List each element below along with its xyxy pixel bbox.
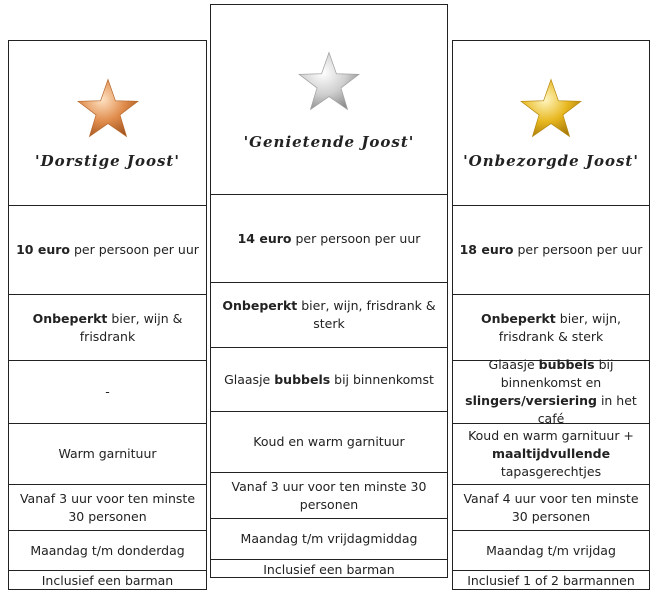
package-title: 'Genietende Joost'	[243, 132, 415, 151]
staff-cell	[9, 570, 206, 591]
bubbles-text-post: in het café	[537, 393, 637, 426]
package-title: 'Dorstige Joost'	[35, 152, 180, 170]
staff-text: Inclusief een barman	[263, 561, 395, 577]
staff-cell	[453, 570, 649, 591]
package-onbezorgde-card	[452, 40, 650, 590]
bubbles-text-pre: Glaasje	[224, 371, 275, 387]
minimum-text: Vanaf 4 uur voor ten minste 30 personen	[463, 490, 639, 524]
package-onbezorgde-header	[453, 41, 649, 205]
package-genietende-header	[211, 5, 447, 194]
minimum-cell	[211, 472, 447, 518]
days-text: Maandag t/m vrijdag	[486, 542, 616, 558]
bubbles-highlight: bubbels	[538, 357, 595, 372]
bubbles-cell	[9, 360, 206, 423]
bubbles-text-post: bij binnenkomst	[330, 371, 434, 387]
price-unit: per persoon per uur	[291, 230, 421, 246]
minimum-text: Vanaf 3 uur voor ten minste 30 personen	[231, 478, 427, 512]
bubbles-highlight: bubbels	[274, 371, 331, 387]
drinks-cell	[9, 294, 206, 360]
days-cell	[211, 518, 447, 559]
price-unit: per persoon per uur	[513, 242, 643, 257]
package-title: 'Onbezorgde Joost'	[463, 152, 639, 170]
bronze-star-icon	[73, 76, 143, 146]
days-cell	[9, 530, 206, 570]
snacks-cell	[211, 411, 447, 472]
bubbles-cell	[453, 357, 649, 426]
snacks-text-post: tapasgerechtjes	[500, 464, 602, 479]
snacks-cell	[9, 423, 206, 484]
snacks-highlight: maaltijdvullende	[491, 446, 611, 461]
price-cell	[453, 205, 649, 294]
package-genietende-card	[210, 4, 448, 578]
drinks-list: bier, wijn, frisdrank & sterk	[297, 298, 436, 331]
snacks-text: Koud en warm garnituur	[253, 434, 405, 449]
drinks-list: bier, wijn, frisdrank & sterk	[498, 310, 622, 344]
snacks-text-pre: Koud en warm garnituur +	[468, 428, 634, 443]
package-dorstige-header	[9, 41, 206, 205]
silver-star-icon	[294, 49, 364, 119]
gold-star-icon	[516, 76, 586, 146]
staff-text: Inclusief een barman	[41, 573, 174, 588]
decoration-highlight: slingers/versiering	[465, 393, 597, 408]
drinks-list: bier, wijn & frisdrank	[79, 310, 183, 344]
price-amount: 10 euro	[16, 242, 70, 257]
price-cell	[9, 205, 206, 294]
days-text: Maandag t/m vrijdagmiddag	[240, 531, 418, 546]
staff-text: Inclusief 1 of 2 barmannen	[467, 573, 635, 588]
price-amount: 18 euro	[459, 242, 514, 257]
drinks-cell	[211, 282, 447, 347]
staff-cell	[211, 559, 447, 579]
price-amount: 14 euro	[237, 230, 292, 246]
minimum-cell	[453, 484, 649, 530]
drinks-unlimited: Onbeperkt	[222, 298, 298, 313]
package-dorstige-card	[8, 40, 207, 590]
minimum-cell	[9, 484, 206, 530]
bubbles-text: -	[105, 384, 110, 399]
snacks-cell	[453, 423, 649, 484]
bubbles-cell	[211, 347, 447, 411]
price-cell	[211, 194, 447, 282]
drinks-unlimited: Onbeperkt	[32, 310, 108, 326]
days-text: Maandag t/m donderdag	[30, 542, 185, 558]
bubbles-text-mid: bij binnenkomst en	[500, 357, 614, 390]
minimum-text: Vanaf 3 uur voor ten minste 30 personen	[19, 490, 196, 524]
price-unit: per persoon per uur	[69, 242, 199, 257]
days-cell	[453, 530, 649, 570]
drinks-cell	[453, 294, 649, 360]
snacks-text: Warm garnituur	[58, 446, 157, 461]
bubbles-text-pre: Glaasje	[488, 357, 539, 372]
drinks-unlimited: Onbeperkt	[480, 310, 556, 326]
